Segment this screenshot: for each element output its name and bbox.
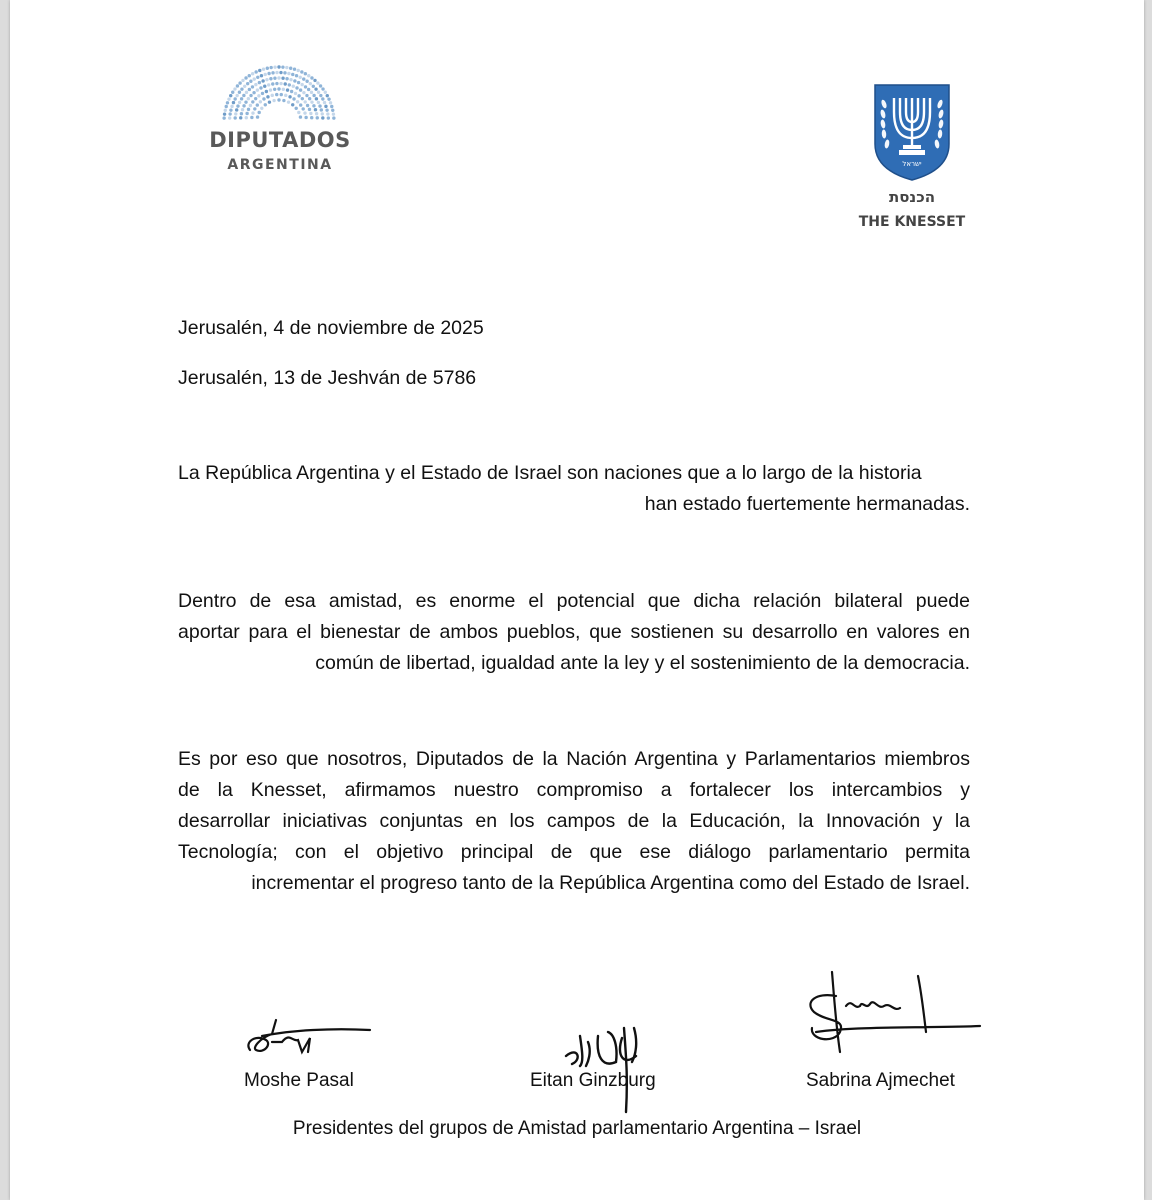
hemicycle-seat-dot bbox=[265, 90, 268, 93]
hemicycle-seat-dot bbox=[241, 108, 244, 111]
hemicycle-seat-dot bbox=[295, 74, 298, 77]
hemicycle-seat-dot bbox=[323, 101, 326, 104]
hemicycle-seat-dot bbox=[300, 83, 303, 86]
hemicycle-seat-dot bbox=[267, 83, 270, 86]
hemicycle-seat-dot bbox=[279, 71, 282, 74]
hemicycle-seat-dot bbox=[227, 97, 230, 100]
diputados-logo-subtitle: ARGENTINA bbox=[227, 157, 333, 173]
hemicycle-seat-dot bbox=[306, 104, 309, 107]
hemicycle-seat-dot bbox=[277, 87, 280, 90]
hemicycle-seat-dot bbox=[315, 112, 318, 115]
hemicycle-seat-dot bbox=[262, 68, 265, 71]
hemicycle-seat-dot bbox=[297, 94, 300, 97]
hemicycle-seat-dot bbox=[260, 107, 263, 110]
hemicycle-seat-dot bbox=[264, 73, 267, 76]
signatory-3-name: Sabrina Ajmechet bbox=[806, 1070, 955, 1091]
hemicycle-seat-dot bbox=[249, 80, 252, 83]
hemicycle-seat-dot bbox=[271, 71, 274, 74]
hemicycle-seat-dot bbox=[309, 112, 312, 115]
hemicycle-seat-dot bbox=[254, 97, 257, 100]
hemicycle-seat-dot bbox=[222, 116, 225, 119]
hemicycle-seat-dot bbox=[310, 116, 313, 119]
hemicycle-seat-dot bbox=[269, 88, 272, 91]
hemicycle-seat-dot bbox=[238, 91, 241, 94]
hemicycle-seat-dot bbox=[297, 111, 300, 114]
paragraph-1-line-1: La República Argentina y el Estado de Israel son naciones que a lo largo de la historia bbox=[178, 462, 922, 484]
hemicycle-seat-dot bbox=[231, 91, 234, 94]
hemicycle-seat-dot bbox=[251, 100, 254, 103]
hemicycle-seat-dot bbox=[327, 116, 330, 119]
hemicycle-seat-dot bbox=[287, 72, 290, 75]
hemicycle-seat-dot bbox=[266, 67, 269, 70]
hemicycle-seat-dot bbox=[319, 94, 322, 97]
hemicycle-seat-dot bbox=[240, 97, 243, 100]
hemicycle-seat-dot bbox=[234, 112, 237, 115]
paragraph-3 bbox=[178, 744, 970, 899]
hemicycle-seat-dot bbox=[229, 108, 232, 111]
hemicycle-seat-dot bbox=[309, 82, 312, 85]
hemicycle-seat-dot bbox=[326, 112, 329, 115]
hemicycle-seat-dot bbox=[308, 97, 311, 100]
hemicycle-seat-dot bbox=[299, 115, 302, 118]
hemicycle-seat-dot bbox=[258, 69, 261, 72]
hemicycle-seat-dot bbox=[258, 81, 261, 84]
hemicycle-seat-dot bbox=[236, 84, 239, 87]
hemicycle-seat-dot bbox=[289, 78, 292, 81]
hemicycle-seat-dot bbox=[312, 85, 315, 88]
hemicycle-seat-dot bbox=[269, 66, 272, 69]
paragraph-3-line-4: Tecnología; con el objetivo principal de que ese diálogo parlamentario permita bbox=[178, 841, 970, 863]
paragraph-3-line-1: Es por eso que nosotros, Diputados de la Nación Argentina y Parlamentarios miembros bbox=[178, 748, 970, 770]
date-hebrew: Jerusalén, 13 de Jeshván de 5786 bbox=[178, 367, 477, 389]
hemicycle-seat-dot bbox=[302, 77, 305, 80]
hemicycle-seat-dot bbox=[307, 88, 310, 91]
hemicycle-seat-dot bbox=[286, 88, 289, 91]
hemicycle-seat-dot bbox=[236, 104, 239, 107]
hemicycle-seat-dot bbox=[332, 112, 335, 115]
hemicycle-seat-dot bbox=[249, 94, 252, 97]
signatory-1-name: Moshe Pasal bbox=[244, 1070, 354, 1091]
hemicycle-seat-dot bbox=[267, 72, 270, 75]
diputados-logo-title: DIPUTADOS bbox=[209, 128, 351, 152]
hemicycle-seat-dot bbox=[281, 76, 284, 79]
hemicycle-seat-dot bbox=[302, 91, 305, 94]
paragraph-2-line-3: común de libertad, igualdad ante la ley y el sostenimiento de la democracia. bbox=[315, 652, 970, 674]
hemicycle-seat-dot bbox=[305, 94, 308, 97]
hemicycle-seat-dot bbox=[253, 107, 256, 110]
hemicycle-seat-dot bbox=[304, 116, 307, 119]
hemicycle-seat-dot bbox=[321, 112, 324, 115]
hemicycle-seat-dot bbox=[225, 105, 228, 108]
hemicycle-seat-dot bbox=[299, 103, 302, 106]
hemicycle-seat-dot bbox=[321, 116, 324, 119]
hemicycle-seat-dot bbox=[314, 87, 317, 90]
hemicycle-seat-dot bbox=[273, 76, 276, 79]
hemicycle-seat-dot bbox=[259, 86, 262, 89]
paragraph-2 bbox=[178, 586, 970, 679]
hemicycle-seat-dot bbox=[287, 100, 290, 103]
hemicycle-seat-dot bbox=[243, 85, 246, 88]
hemicycle-seat-dot bbox=[232, 101, 235, 104]
hemicycle-seat-dot bbox=[321, 87, 324, 90]
hemicycle-seat-dot bbox=[273, 65, 276, 68]
hemicycle-seat-dot bbox=[251, 111, 254, 114]
hemicycle-seat-dot bbox=[317, 101, 320, 104]
hemicycle-seat-dot bbox=[303, 100, 306, 103]
paragraph-2-line-1: Dentro de esa amistad, es enorme el potencial que dicha relación bilateral puede bbox=[178, 590, 970, 612]
hemicycle-seat-dot bbox=[256, 115, 259, 118]
hemicycle-seat-dot bbox=[285, 77, 288, 80]
hemicycle-seat-dot bbox=[245, 91, 248, 94]
hemicycle-seat-dot bbox=[316, 116, 319, 119]
date-gregorian: Jerusalén, 4 de noviembre de 2025 bbox=[178, 317, 484, 339]
hemicycle-seat-dot bbox=[233, 97, 236, 100]
hemicycle-seat-dot bbox=[266, 95, 269, 98]
hemicycle-seat-dot bbox=[293, 79, 296, 82]
hemicycle-seat-dot bbox=[317, 91, 320, 94]
hemicycle-seat-dot bbox=[238, 101, 241, 104]
hemicycle-seat-dot bbox=[264, 103, 267, 106]
hemicycle-seat-dot bbox=[307, 74, 310, 77]
hemicycle-seat-dot bbox=[254, 70, 257, 73]
hemicycle-seat-dot bbox=[314, 108, 317, 111]
hemicycle-seat-dot bbox=[291, 103, 294, 106]
hemicycle-seat-dot bbox=[256, 76, 259, 79]
hemicycle-seat-dot bbox=[295, 86, 298, 89]
hemicycle-seat-dot bbox=[295, 107, 298, 110]
hemicycle-seat-dot bbox=[291, 73, 294, 76]
hemicycle-seat-dot bbox=[283, 71, 286, 74]
signature-sabrina-ajmechet bbox=[796, 966, 986, 1061]
hemicycle-seat-dot bbox=[256, 103, 259, 106]
hemicycle-seat-dot bbox=[300, 70, 303, 73]
hemicycle-seat-dot bbox=[284, 82, 287, 85]
hemicycle-seat-dot bbox=[321, 97, 324, 100]
hemicycle-seat-dot bbox=[292, 97, 295, 100]
hemicycle-seat-dot bbox=[248, 74, 251, 77]
hemicycle-seat-dot bbox=[315, 97, 318, 100]
hemicycle-seat-dot bbox=[280, 93, 283, 96]
hemicycle-seat-dot bbox=[299, 88, 302, 91]
hemicycle-seat-dot bbox=[257, 94, 260, 97]
paragraph-3-line-5: incrementar el progreso tanto de la República Argentina como del Estado de Israel. bbox=[251, 872, 970, 894]
hemicycle-seat-dot bbox=[239, 116, 242, 119]
hemicycle-seat-dot bbox=[248, 88, 251, 91]
hemicycle-seat-dot bbox=[228, 112, 231, 115]
hemicycle-seat-dot bbox=[282, 88, 285, 91]
hemicycle-seat-dot bbox=[331, 109, 334, 112]
hemicycle-seat-dot bbox=[244, 76, 247, 79]
hemicycle-seat-dot bbox=[257, 111, 260, 114]
hemicycle-seat-dot bbox=[290, 90, 293, 93]
hemicycle-seat-dot bbox=[262, 97, 265, 100]
hemicycle-seat-dot bbox=[292, 85, 295, 88]
hemicycle-seat-dot bbox=[288, 95, 291, 98]
knesset-logo bbox=[848, 82, 976, 242]
hemicycle-seat-dot bbox=[294, 92, 297, 95]
hemicycle-seat-dot bbox=[330, 105, 333, 108]
hemicycle-seat-dot bbox=[301, 97, 304, 100]
hemicycle-seat-dot bbox=[244, 100, 247, 103]
hemicycle-seat-dot bbox=[228, 116, 231, 119]
hemicycle-seat-dot bbox=[303, 111, 306, 114]
hemicycle-seat-dot bbox=[279, 82, 282, 85]
hemicycle-seat-dot bbox=[289, 67, 292, 70]
hemicycle-seat-dot bbox=[277, 98, 280, 101]
hemicycle-seat-dot bbox=[223, 112, 226, 115]
paragraph-3-line-2: de la Knesset, afirmamos nuestro compromiso a fortalecer los intercambios y bbox=[178, 779, 970, 801]
hemicycle-seat-dot bbox=[246, 82, 249, 85]
hemicycle-seat-dot bbox=[271, 82, 274, 85]
hemicycle-seat-dot bbox=[252, 91, 255, 94]
hemicycle-seat-dot bbox=[297, 81, 300, 84]
hemicycle-seat-dot bbox=[304, 72, 307, 75]
hemicycle-seat-dot bbox=[242, 104, 245, 107]
hemicycle-seat-dot bbox=[326, 94, 329, 97]
knesset-menorah-emblem-icon bbox=[872, 82, 952, 182]
hemicycle-seat-dot bbox=[233, 87, 236, 90]
hemicycle-seat-dot bbox=[275, 93, 278, 96]
hemicycle-seat-dot bbox=[277, 76, 280, 79]
paragraph-1-line-2: han estado fuertemente hermanadas. bbox=[644, 493, 970, 515]
hemicycle-seat-dot bbox=[242, 94, 245, 97]
hemicycle-seat-dot bbox=[259, 100, 262, 103]
diputados-argentina-logo bbox=[195, 62, 365, 182]
hemicycle-seat-dot bbox=[318, 104, 321, 107]
hemicycle-seat-dot bbox=[251, 85, 254, 88]
hemicycle-seat-dot bbox=[265, 78, 268, 81]
hemicycle-seat-dot bbox=[319, 84, 322, 87]
hemicycle-seat-dot bbox=[324, 105, 327, 108]
hemicycle-seat-dot bbox=[245, 116, 248, 119]
hemicycle-seat-dot bbox=[275, 71, 278, 74]
seal-israel-text: ישראל bbox=[902, 160, 922, 168]
hemicycle-seat-dot bbox=[312, 104, 315, 107]
hemicycle-seat-dot bbox=[277, 65, 280, 68]
signature-moshe-pasal bbox=[242, 1012, 372, 1062]
paragraph-2-line-2: aportar para el bienestar de ambos pueblos, que sostienen su desarrollo en valores en bbox=[178, 621, 970, 643]
hemicycle-seat-dot bbox=[310, 100, 313, 103]
hemicycle-seat-dot bbox=[299, 76, 302, 79]
hemicycle-seat-dot bbox=[240, 112, 243, 115]
hemicycle-seat-dot bbox=[324, 91, 327, 94]
hemicycle-seat-dot bbox=[304, 85, 307, 88]
hemicycle-seat-dot bbox=[256, 88, 259, 91]
hemicycle-seat-dot bbox=[230, 105, 233, 108]
letter-page bbox=[10, 0, 1144, 1200]
hemicycle-seat-dot bbox=[263, 85, 266, 88]
hemicycle-seat-dot bbox=[273, 88, 276, 91]
hemicycle-seat-dot bbox=[272, 99, 275, 102]
hemicycle-seat-dot bbox=[316, 81, 319, 84]
hemicycle-seat-dot bbox=[320, 108, 323, 111]
hemicycle-seat-dot bbox=[253, 77, 256, 80]
hemicycle-seat-dot bbox=[293, 68, 296, 71]
hemicycle-seat-dot bbox=[260, 74, 263, 77]
paragraph-1 bbox=[178, 458, 970, 520]
hemicycle-seat-dot bbox=[285, 66, 288, 69]
hemicycle-seat-dot bbox=[229, 94, 232, 97]
hemicycle-seat-dot bbox=[313, 79, 316, 82]
hemicycle-seat-dot bbox=[250, 116, 253, 119]
hemicycle-seat-dot bbox=[275, 82, 278, 85]
hemicycle-seat-dot bbox=[240, 87, 243, 90]
hemicycle-seat-dot bbox=[271, 94, 274, 97]
paragraph-3-line-3: desarrollar iniciativas conjuntas en los campos de la Educación, la Innovación y la bbox=[178, 810, 970, 832]
hemicycle-seat-dot bbox=[235, 94, 238, 97]
hemicycle-seat-dot bbox=[226, 101, 229, 104]
signatories-caption: Presidentes del grupos de Amistad parlamentario Argentina – Israel bbox=[292, 1118, 862, 1139]
hemicycle-seat-dot bbox=[251, 72, 254, 75]
hemicycle-seat-dot bbox=[288, 83, 291, 86]
signatory-2-name: Eitan Ginzburg bbox=[530, 1070, 656, 1091]
hemicycle-seat-dot bbox=[241, 79, 244, 82]
signature-eitan-ginzburg bbox=[558, 1016, 658, 1116]
hemicycle-seat-dot bbox=[296, 100, 299, 103]
parliament-hemicycle-icon bbox=[219, 62, 339, 124]
hemicycle-seat-dot bbox=[254, 83, 257, 86]
hemicycle-seat-dot bbox=[281, 65, 284, 68]
hemicycle-seat-dot bbox=[245, 112, 248, 115]
hemicycle-seat-dot bbox=[233, 116, 236, 119]
hemicycle-seat-dot bbox=[282, 99, 285, 102]
hemicycle-seat-dot bbox=[327, 97, 330, 100]
hemicycle-seat-dot bbox=[261, 92, 264, 95]
hemicycle-seat-dot bbox=[247, 108, 250, 111]
hemicycle-seat-dot bbox=[312, 94, 315, 97]
hemicycle-seat-dot bbox=[235, 108, 238, 111]
hemicycle-seat-dot bbox=[310, 76, 313, 79]
hemicycle-seat-dot bbox=[301, 107, 304, 110]
hemicycle-seat-dot bbox=[249, 104, 252, 107]
hemicycle-seat-dot bbox=[310, 91, 313, 94]
hemicycle-seat-dot bbox=[308, 108, 311, 111]
hemicycle-seat-dot bbox=[297, 69, 300, 72]
hemicycle-seat-dot bbox=[305, 80, 308, 83]
hemicycle-seat-dot bbox=[268, 100, 271, 103]
hemicycle-seat-dot bbox=[284, 94, 287, 97]
knesset-hebrew-name: הכנסת bbox=[888, 188, 936, 206]
knesset-english-name: THE KNESSET bbox=[858, 214, 966, 230]
hemicycle-seat-dot bbox=[269, 77, 272, 80]
hemicycle-seat-dot bbox=[261, 79, 264, 82]
hemicycle-seat-dot bbox=[224, 109, 227, 112]
hemicycle-seat-dot bbox=[247, 97, 250, 100]
hemicycle-seat-dot bbox=[329, 101, 332, 104]
hemicycle-seat-dot bbox=[325, 108, 328, 111]
hemicycle-seat-dot bbox=[238, 81, 241, 84]
hemicycle-seat-dot bbox=[332, 116, 335, 119]
